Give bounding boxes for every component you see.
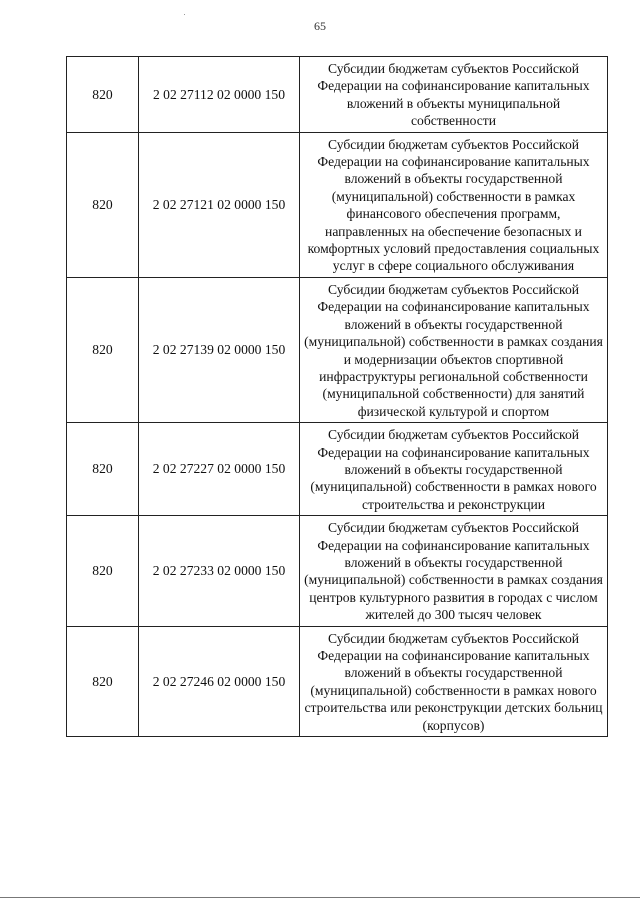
page-number: 65: [314, 19, 326, 33]
admin-code-cell: 820: [67, 57, 139, 133]
table-row: [67, 57, 608, 133]
page-bottom-rule: [0, 897, 640, 898]
budget-code-cell: 2 02 27121 02 0000 150: [139, 132, 300, 277]
revenue-name-cell: Субсидии бюджетам субъектов Российской Федерации на софинансирование капитальных вложений в объекты государственной (муниципальной) собственности в рамках создания центров культурного развития в городах с числом жителей до 300 тысяч человек: [300, 516, 608, 626]
admin-code-cell: 820: [67, 423, 139, 516]
revenue-name-cell: Субсидии бюджетам субъектов Российской Федерации на софинансирование капитальных вложений в объекты государственной (муниципальной) собственности в рамках создания и модернизации объектов спортивной инфраструктуры региональной собственности (муниципальной собственности) для занятий физической культурой и спортом: [300, 277, 608, 422]
table-row: [67, 277, 608, 422]
admin-code-cell: 820: [67, 277, 139, 422]
revenue-name-cell: Субсидии бюджетам субъектов Российской Федерации на софинансирование капитальных вложений в объекты государственной (муниципальной) собственности в рамках нового строительства и реконструкции: [300, 423, 608, 516]
budget-code-cell: 2 02 27246 02 0000 150: [139, 626, 300, 736]
budget-code-cell: 2 02 27139 02 0000 150: [139, 277, 300, 422]
budget-code-cell: 2 02 27233 02 0000 150: [139, 516, 300, 626]
admin-code-cell: 820: [67, 516, 139, 626]
revenue-name-cell: Субсидии бюджетам субъектов Российской Федерации на софинансирование капитальных вложений в объекты муниципальной собственности: [300, 57, 608, 133]
admin-code-cell: 820: [67, 626, 139, 736]
table-row: [67, 423, 608, 516]
table-row: [67, 516, 608, 626]
scan-speck: [184, 14, 185, 15]
revenue-name-cell: Субсидии бюджетам субъектов Российской Федерации на софинансирование капитальных вложений в объекты государственной (муниципальной) собственности в рамках финансового обеспечения программ, направленных на обеспечение безопасных и комфортных условий предоставления социальных услуг в сфере социального обслуживания: [300, 132, 608, 277]
table-row: [67, 626, 608, 736]
revenue-name-cell: Субсидии бюджетам субъектов Российской Федерации на софинансирование капитальных вложений в объекты государственной (муниципальной) собственности в рамках нового строительства или реконструкции детских больниц (корпусов): [300, 626, 608, 736]
admin-code-cell: 820: [67, 132, 139, 277]
budget-code-cell: 2 02 27227 02 0000 150: [139, 423, 300, 516]
table-body: [67, 57, 608, 737]
budget-revenue-table: [66, 56, 608, 737]
budget-code-cell: 2 02 27112 02 0000 150: [139, 57, 300, 133]
table-row: [67, 132, 608, 277]
